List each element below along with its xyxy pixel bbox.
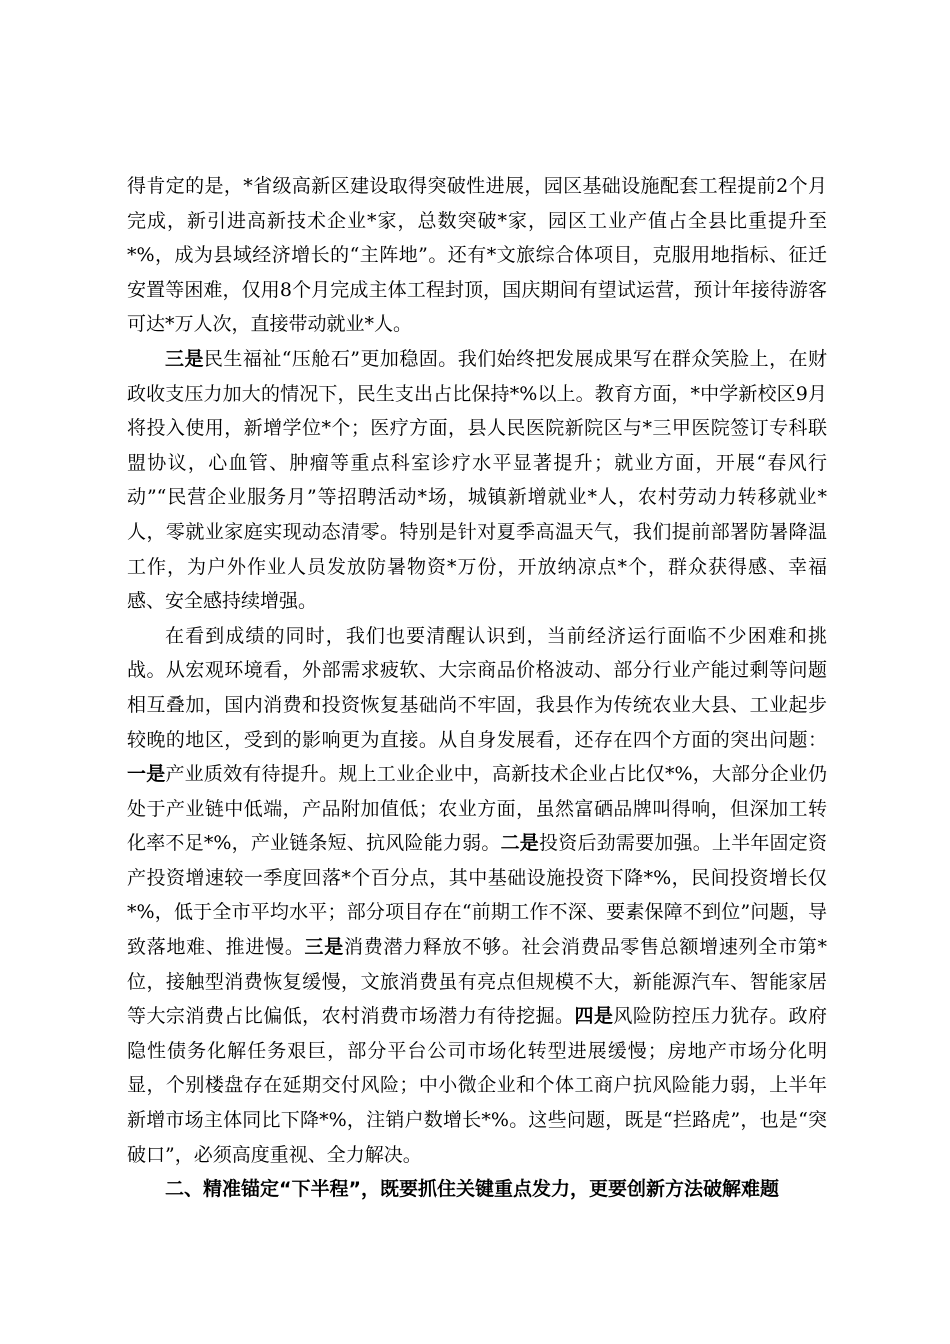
paragraph-2-lead-san-shi: 三是 xyxy=(165,347,204,370)
paragraph-3-run-1: 在看到成绩的同时，我们也要清醒认识到，当前经济运行面临不少困难和挑战。从宏观环境看，外部需求疲软、大宗商品价格波动、部分行业产能过剩等问题相互叠加，国内消费和投资恢复基础尚不牢固，我县作为传统农业大县、工业起步较晚的地区，受到的影响更为直接。从自身发展看，还存在四个方面的突出问题： xyxy=(127,624,827,751)
paragraph-3-lead-si-shi: 四是 xyxy=(574,1005,614,1028)
paragraph-1 xyxy=(127,169,827,342)
paragraph-3-run-3: 产业质效有待提升。规上工业企业中，高新技术企业占比仅*%，大部分企业仍处于产业链中低端，产品附加值低；农业方面，虽然富硒品牌叫得响，但深加工转化率不足*%，产业链条短、抗风险能力弱。 xyxy=(127,763,827,855)
paragraph-2-run-2: 民生福祉“压舱石”更加稳固。我们始终把发展成果写在群众笑脸上，在财政收支压力加大的情况下，民生支出占比保持*%以上。教育方面，*中学新校区9月将投入使用，新增学位*个；医疗方面，县人民医院新院区与*三甲医院签订专科联盟协议，心血管、肿瘤等重点科室诊疗水平显著提升；就业方面，开展“春风行动”“民营企业服务月”等招聘活动*场，城镇新增就业*人，农村劳动力转移就业*人，零就业家庭实现动态清零。特别是针对夏季高温天气，我们提前部署防暑降温工作，为户外作业人员发放防暑物资*万份，开放纳凉点*个，群众获得感、幸福感、安全感持续增强。 xyxy=(127,347,827,613)
paragraph-2 xyxy=(127,342,827,619)
paragraph-3-lead-er-shi: 二是 xyxy=(500,832,540,855)
paragraph-3-run-5: 投资后劲需要加强。上半年固定资产投资增速较一季度回落*个百分点，其中基础设施投资下降*%，民间投资增长仅*%，低于全市平均水平；部分项目存在“前期工作不深、要素保障不到位”问题，导致落地难、推进慢。 xyxy=(127,832,827,959)
paragraph-3-run-9: 风险防控压力犹存。政府隐性债务化解任务艰巨，部分平台公司市场化转型进展缓慢；房地产市场分化明显，个别楼盘存在延期交付风险；中小微企业和个体工商户抗风险能力弱，上半年新增市场主体同比下降*%，注销户数增长*%。这些问题，既是“拦路虎”，也是“突破口”，必须高度重视、全力解决。 xyxy=(127,1005,827,1166)
section-heading: 二、精准锚定“下半程”，既要抓住关键重点发力，更要创新方法破解难题 xyxy=(165,1178,779,1201)
document-body xyxy=(127,169,827,1207)
paragraph-3-lead-yi-shi: 一是 xyxy=(127,763,166,786)
paragraph-3-lead-san-shi: 三是 xyxy=(304,936,345,959)
paragraph-1-run-1: 得肯定的是，*省级高新区建设取得突破性进展，园区基础设施配套工程提前2个月完成，新引进高新技术企业*家，总数突破*家，园区工业产值占全县比重提升至*%，成为县域经济增长的“主阵地”。还有*文旅综合体项目，克服用地指标、征迁安置等困难，仅用8个月完成主体工程封顶，国庆期间有望试运营，预计年接待游客可达*万人次，直接带动就业*人。 xyxy=(127,175,827,336)
paragraph-3 xyxy=(127,619,827,1173)
paragraph-3-run-7: 消费潜力释放不够。社会消费品零售总额增速列全市第*位，接触型消费恢复缓慢，文旅消费虽有亮点但规模不大，新能源汽车、智能家居等大宗消费占比偏低，农村消费市场潜力有待挖掘。 xyxy=(127,936,827,1028)
